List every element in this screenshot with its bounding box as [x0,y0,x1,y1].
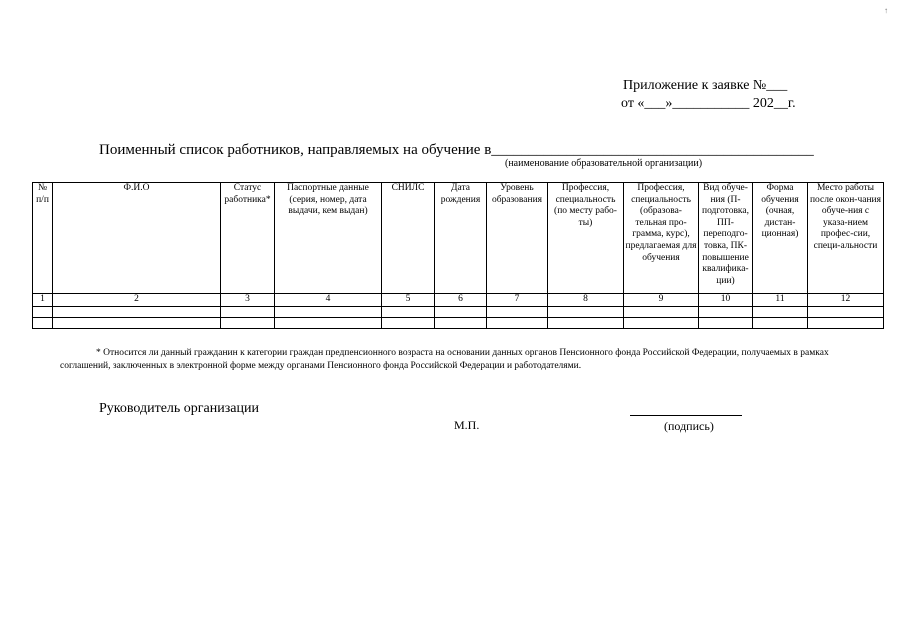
table-cell[interactable] [382,306,435,317]
table-cell[interactable] [221,317,275,328]
col-number: 1 [33,294,53,307]
signature-line[interactable] [630,415,742,416]
col-header-number: № п/п [33,183,53,294]
head-of-organization-label: Руководитель организации [99,401,259,416]
col-number: 12 [808,294,884,307]
col-number: 10 [699,294,753,307]
col-header-birth-date: Дата рождения [435,183,487,294]
col-header-proposed-program: Профессия, специальность (образова-тельная про-грамма, курс), предлагаемая для обучения [624,183,699,294]
col-number: 2 [53,294,221,307]
table-cell[interactable] [487,317,548,328]
col-number: 6 [435,294,487,307]
table-cell[interactable] [53,317,221,328]
table-cell[interactable] [548,306,624,317]
table-cell[interactable] [275,306,382,317]
table-cell[interactable] [624,306,699,317]
table-cell[interactable] [548,317,624,328]
table-cell[interactable] [275,317,382,328]
col-number: 9 [624,294,699,307]
org-name-caption: (наименование образовательной организации) [505,158,703,169]
table-cell[interactable] [753,317,808,328]
col-header-current-profession: Профессия, специальность (по месту рабо-ты) [548,183,624,294]
col-number: 7 [487,294,548,307]
col-header-education: Уровень образования [487,183,548,294]
col-number: 3 [221,294,275,307]
col-header-passport: Паспортные данные (серия, номер, дата выдачи, кем выдан) [275,183,382,294]
col-number: 11 [753,294,808,307]
date-line: от «___»___________ 202__г. [621,96,796,111]
col-header-status: Статус работника* [221,183,275,294]
table-cell[interactable] [699,306,753,317]
col-number: 5 [382,294,435,307]
stamp-label: М.П. [454,418,480,432]
col-header-training-type: Вид обуче-ния (П-подготовка, ПП-переподго-товка, ПК-повышение квалифика-ции) [699,183,753,294]
table-cell[interactable] [435,306,487,317]
table-cell[interactable] [435,317,487,328]
table-cell[interactable] [382,317,435,328]
col-header-training-form: Форма обучения (очная, дистан-ционная) [753,183,808,294]
employee-table [32,182,884,329]
table-cell[interactable] [487,306,548,317]
application-line: Приложение к заявке №___ [623,78,788,93]
table-cell[interactable] [753,306,808,317]
col-header-snils: СНИЛС [382,183,435,294]
table-cell[interactable] [808,306,884,317]
table-cell[interactable] [33,306,53,317]
col-header-workplace-after: Место работы после окон-чания обуче-ния с указа-нием профес-сии, специ-альности [808,183,884,294]
col-header-fio: Ф.И.О [53,183,221,294]
col-number: 8 [548,294,624,307]
table-cell[interactable] [699,317,753,328]
column-number-row [33,294,884,307]
list-title: Поименный список работников, направляемых на обучение в___________________________________________ [99,142,814,158]
table-cell[interactable] [33,317,53,328]
signature-caption: (подпись) [664,419,714,433]
table-cell[interactable] [221,306,275,317]
table-row [33,306,884,317]
table-cell[interactable] [808,317,884,328]
corner-mark: ↑ [884,6,888,15]
table-cell[interactable] [624,317,699,328]
table-cell[interactable] [53,306,221,317]
table-row [33,317,884,328]
table-header-row [33,183,884,294]
col-number: 4 [275,294,382,307]
footnote: * Относится ли данный гражданин к категории граждан предпенсионного возраста на основании данных органов Пенсионного фонда Российской Федерации, получаемых в рамках соглашений, заключенных в электронной форме между органами Пенсионного фонда Российской Федерации и работодателями. [60,348,829,371]
